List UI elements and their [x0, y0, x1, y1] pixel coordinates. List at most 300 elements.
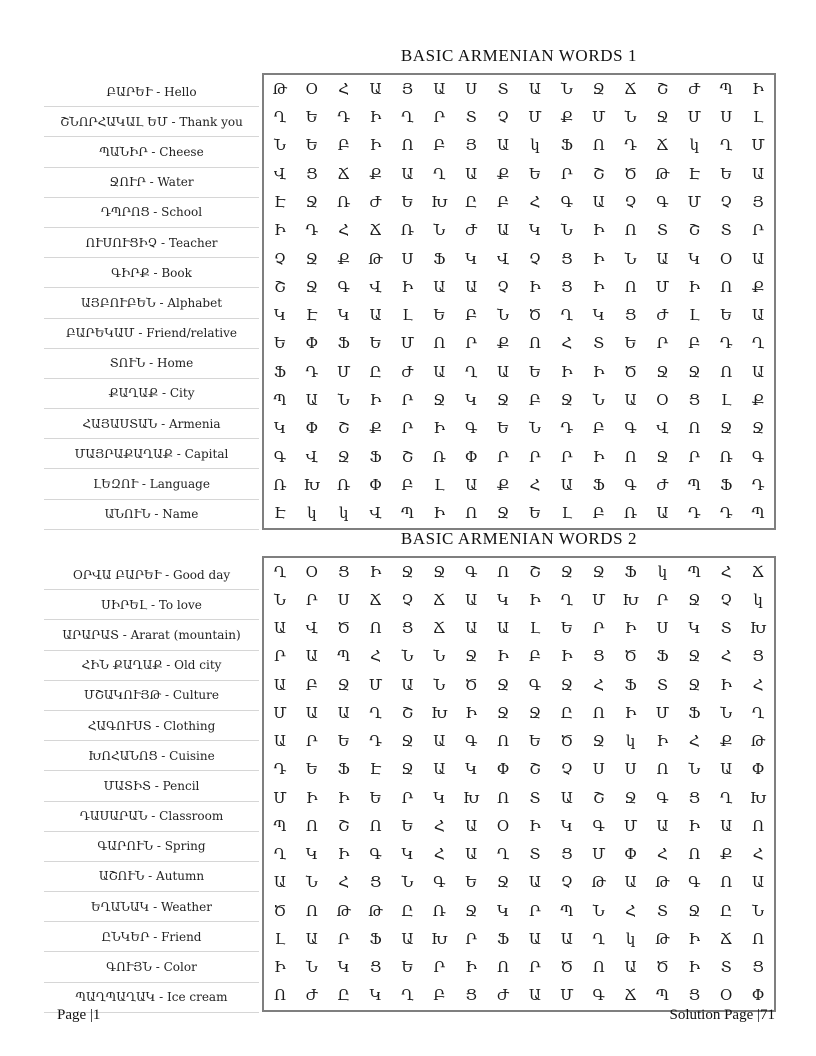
grid-letter: Է	[274, 504, 286, 523]
grid-letter: Ր	[752, 221, 764, 240]
grid-letter: Ճ	[751, 562, 765, 581]
grid-letter: Ն	[433, 675, 446, 694]
grid-letter: Ո	[752, 929, 765, 948]
grid-letter: Ր	[529, 958, 541, 977]
grid-letter: Ի	[688, 958, 701, 977]
grid-letter: Ղ	[560, 306, 574, 325]
grid-letter: Խ	[431, 703, 448, 722]
grid-letter: Գ	[433, 873, 446, 892]
grid-letter: Ե	[497, 419, 510, 438]
grid-letter: կ	[307, 504, 317, 523]
grid-letter: Օ	[305, 562, 319, 581]
grid-letter: Ի	[369, 107, 382, 126]
grid-letter: Ց	[561, 249, 573, 268]
grid-letter: Վ	[273, 164, 286, 183]
grid-letter: Չ	[497, 277, 510, 296]
grid-letter: Ծ	[624, 362, 637, 381]
grid-letter: Ֆ	[369, 447, 382, 466]
grid-letter: Ղ	[592, 929, 605, 948]
grid-letter: Բ	[465, 306, 478, 325]
grid-letter: Հ	[433, 845, 445, 864]
letter-grid	[262, 556, 776, 1012]
grid-letter: Ի	[592, 249, 605, 268]
grid-letter: Ր	[465, 929, 477, 948]
grid-letter: Ջ	[688, 647, 701, 666]
grid-letter: Ա	[496, 221, 510, 240]
grid-letter: Դ	[305, 362, 319, 381]
grid-letter: Շ	[338, 816, 350, 835]
grid-letter: Ե	[528, 164, 541, 183]
grid-letter: Ս	[656, 619, 669, 638]
grid-letter: Հ	[593, 675, 605, 694]
grid-letter: Ե	[528, 362, 541, 381]
grid-letter: կ	[689, 136, 700, 155]
grid-letter: Ի	[592, 362, 605, 381]
grid-letter: Ն	[752, 901, 765, 920]
grid-letter: Ն	[624, 107, 637, 126]
grid-letter: Է	[274, 192, 286, 211]
grid-letter: Չ	[624, 192, 637, 211]
grid-letter: Ջ	[496, 873, 510, 892]
grid-letter: Ա	[656, 249, 669, 268]
grid-letter: Կ	[273, 306, 286, 325]
grid-letter: Ջ	[337, 447, 350, 466]
grid-letter: Ց	[752, 647, 764, 666]
grid-letter: Պ	[751, 504, 765, 523]
grid-letter: Գ	[337, 277, 350, 296]
grid-letter: Հ	[720, 647, 732, 666]
word-list-item: ՄԱՅՐԱՔԱՂԱՔ - Capital	[44, 439, 259, 469]
grid-letter: Չ	[560, 760, 573, 779]
grid-letter: Լ	[529, 619, 541, 638]
grid-letter: Ա	[624, 391, 637, 410]
grid-letter: Տ	[529, 788, 541, 807]
grid-letter: Տ	[656, 901, 668, 920]
grid-letter: Բ	[337, 136, 350, 155]
grid-letter: Մ	[591, 590, 606, 609]
grid-letter: Ը	[560, 703, 573, 722]
grid-letter: Ֆ	[720, 476, 733, 495]
grid-letter: Դ	[369, 732, 382, 751]
grid-letter: Ջ	[560, 675, 574, 694]
word-list-item: ԱՅԲՈՒԲԵՆ - Alphabet	[44, 288, 259, 318]
grid-letter: Շ	[338, 419, 350, 438]
grid-letter: Փ	[464, 447, 478, 466]
grid-letter: Ա	[305, 391, 318, 410]
grid-letter: Տ	[497, 79, 509, 98]
grid-letter: Ք	[719, 732, 733, 751]
grid-letter: Մ	[751, 136, 765, 155]
grid-letter: Ղ	[719, 788, 733, 807]
grid-letter: Ա	[465, 619, 478, 638]
grid-letter: Ծ	[624, 164, 637, 183]
grid-letter: Չ	[528, 249, 541, 268]
grid-letter: Վ	[305, 619, 318, 638]
grid-letter: Ա	[305, 647, 318, 666]
grid-letter: Օ	[719, 249, 733, 268]
grid-letter: Դ	[273, 760, 287, 779]
grid-letter: Հ	[433, 816, 445, 835]
word-list-item: ՀԱՅԱՍՏԱՆ - Armenia	[44, 409, 259, 439]
grid-letter: Խ	[749, 788, 767, 807]
grid-letter: Լ	[434, 476, 445, 495]
grid-letter: Ռ	[432, 901, 446, 920]
grid-letter: Շ	[593, 164, 605, 183]
grid-letter: Ծ	[656, 958, 669, 977]
word-list-item: ՊԱՂՊԱՂԱԿ - Ice cream	[44, 983, 259, 1013]
grid-letter: Պ	[687, 476, 701, 495]
grid-letter: Ը	[369, 362, 382, 381]
grid-letter: Ծ	[464, 675, 478, 694]
grid-letter: Պ	[273, 816, 287, 835]
grid-letter: Ա	[369, 79, 382, 98]
grid-letter: Գ	[464, 732, 478, 751]
word-list-item: ԵՂԱՆԱԿ - Weather	[44, 892, 259, 922]
grid-letter: Ք	[369, 164, 382, 183]
grid-letter: Ի	[752, 79, 764, 98]
grid-letter: Ր	[306, 590, 318, 609]
grid-letter: Ջ	[496, 504, 510, 523]
grid-letter: Է	[306, 306, 318, 325]
grid-letter: Ղ	[401, 107, 414, 126]
grid-letter: Ե	[720, 306, 733, 325]
grid-letter: Ճ	[624, 986, 637, 1005]
grid-letter: Ը	[401, 901, 414, 920]
grid-letter: Ա	[273, 732, 287, 751]
grid-letter: Ր	[433, 958, 446, 977]
grid-letter: Փ	[369, 476, 382, 495]
grid-letter: Ս	[401, 249, 414, 268]
grid-letter: Ն	[433, 221, 446, 240]
grid-letter: Ի	[274, 958, 286, 977]
grid-letter: Ղ	[369, 703, 382, 722]
grid-letter: Դ	[719, 504, 733, 523]
grid-letter: Բ	[496, 192, 510, 211]
grid-letter: Ի	[369, 391, 382, 410]
grid-letter: Ի	[720, 675, 732, 694]
grid-letter: Ֆ	[560, 136, 573, 155]
grid-letter: Փ	[496, 760, 510, 779]
grid-letter: Փ	[751, 760, 765, 779]
grid-letter: Ա	[305, 929, 318, 948]
grid-letter: Բ	[592, 419, 605, 438]
grid-letter: Օ	[496, 816, 510, 835]
grid-letter: Ղ	[719, 136, 733, 155]
grid-letter: Ա	[560, 929, 573, 948]
grid-letter: Կ	[688, 249, 701, 268]
grid-letter: Ո	[688, 419, 701, 438]
grid-letter: Ք	[751, 391, 765, 410]
grid-letter: Կ	[465, 249, 478, 268]
grid-letter: Ե	[401, 816, 414, 835]
grid-letter: Մ	[560, 986, 574, 1005]
grid-letter: Ջ	[528, 703, 542, 722]
grid-letter: Ա	[528, 929, 542, 948]
grid-letter: Ռ	[623, 504, 638, 523]
grid-letter: Ի	[688, 277, 701, 296]
grid-letter: Ց	[561, 277, 573, 296]
grid-letter: Դ	[337, 107, 351, 126]
grid-letter: Ֆ	[624, 562, 637, 581]
grid-letter: Ա	[465, 590, 478, 609]
grid-letter: Գ	[528, 675, 542, 694]
grid-letter: Է	[369, 760, 382, 779]
grid-letter: Տ	[656, 221, 668, 240]
grid-letter: Ջ	[688, 901, 701, 920]
grid-letter: Ո	[369, 816, 382, 835]
grid-letter: Կ	[305, 845, 318, 864]
solution-page-ref: Solution Page |71	[669, 1007, 775, 1023]
grid-letter: Ա	[496, 362, 510, 381]
grid-letter: Ֆ	[337, 334, 350, 353]
grid-letter: Ո	[656, 760, 669, 779]
grid-letter: Ա	[496, 619, 510, 638]
grid-letter: Ո	[592, 136, 605, 155]
grid-letter: Ո	[592, 703, 605, 722]
grid-letter: Ո	[497, 562, 510, 581]
puzzle-title: BASIC ARMENIAN WORDS 1	[400, 46, 638, 65]
grid-letter: Ր	[561, 447, 573, 466]
grid-letter: Ք	[496, 164, 510, 183]
grid-letter: Տ	[720, 958, 732, 977]
grid-letter: Ա	[337, 703, 350, 722]
grid-letter: Է	[688, 164, 701, 183]
grid-letter: Կ	[433, 788, 446, 807]
grid-letter: Ա	[465, 277, 478, 296]
grid-letter: Ս	[465, 79, 478, 98]
grid-letter: Ն	[401, 647, 414, 666]
grid-letter: Ր	[465, 334, 477, 353]
grid-letter: Ծ	[528, 306, 542, 325]
grid-letter: Ն	[528, 419, 541, 438]
word-list-item: ԲԱՐԵԿԱՄ - Friend/relative	[44, 319, 259, 349]
grid-letter: Ո	[624, 447, 637, 466]
grid-letter: Փ	[305, 334, 319, 353]
grid-letter: Կ	[592, 306, 605, 325]
grid-letter: Ղ	[560, 590, 574, 609]
grid-letter: Ջ	[433, 391, 446, 410]
grid-letter: Ո	[720, 277, 733, 296]
grid-letter: Գ	[273, 447, 287, 466]
grid-letter: Ե	[369, 334, 382, 353]
grid-letter: Վ	[369, 277, 382, 296]
grid-letter: Կ	[688, 619, 701, 638]
grid-letter: Մ	[368, 675, 383, 694]
word-list-item: ԽՈՀԱՆՈՑ - Cuisine	[44, 741, 259, 771]
word-list-item: ԱՆՈՒՆ - Name	[44, 500, 259, 530]
grid-letter: Ճ	[369, 221, 382, 240]
grid-letter: Ի	[337, 845, 350, 864]
grid-letter: Կ	[401, 845, 414, 864]
grid-letter: Ի	[433, 419, 446, 438]
word-list	[44, 560, 259, 1013]
grid-letter: Ջ	[464, 647, 478, 666]
grid-letter: կ	[753, 590, 763, 609]
grid-letter: Օ	[719, 986, 733, 1005]
grid-letter: Դ	[624, 136, 637, 155]
grid-letter: Ղ	[401, 986, 414, 1005]
grid-letter: Ջ	[719, 419, 733, 438]
word-list-item: ՈՒՍՈՒՑԻՉ - Teacher	[44, 228, 259, 258]
grid-letter: Ո	[528, 334, 541, 353]
grid-letter: Ի	[688, 929, 701, 948]
grid-letter: Պ	[400, 504, 414, 523]
grid-letter: Ո	[720, 362, 733, 381]
grid-letter: Ր	[529, 901, 541, 920]
grid-letter: Ռ	[432, 447, 446, 466]
grid-letter: Ե	[401, 958, 414, 977]
grid-letter: Ն	[624, 249, 637, 268]
grid-letter: Յ	[401, 79, 414, 98]
grid-letter: Բ	[528, 391, 542, 410]
grid-letter: կ	[530, 136, 540, 155]
grid-letter: Ջ	[464, 901, 478, 920]
grid-letter: Ո	[592, 958, 605, 977]
grid-letter: Ծ	[273, 901, 287, 920]
grid-letter: Ց	[465, 986, 477, 1005]
grid-letter: Խ	[431, 929, 448, 948]
grid-letter: Օ	[656, 391, 669, 410]
grid-letter: Ո	[305, 816, 318, 835]
grid-letter: Ե	[305, 107, 318, 126]
grid-letter: Կ	[497, 590, 510, 609]
grid-letter: Ա	[528, 873, 542, 892]
grid-letter: Բ	[688, 334, 701, 353]
word-list-item: ՏՈՒՆ - Home	[44, 349, 259, 379]
grid-letter: Ն	[560, 221, 573, 240]
grid-letter: Ջ	[401, 562, 414, 581]
grid-letter: Պ	[687, 562, 701, 581]
grid-letter: Ք	[337, 249, 351, 268]
grid-letter: Գ	[656, 788, 669, 807]
grid-letter: Ե	[560, 619, 573, 638]
grid-letter: Ո	[752, 816, 765, 835]
grid-letter: Գ	[624, 419, 637, 438]
grid-letter: Մ	[687, 192, 702, 211]
grid-letter: Թ	[655, 873, 670, 892]
grid-letter: Ժ	[369, 192, 382, 211]
grid-letter: Հ	[561, 334, 573, 353]
grid-letter: Ս	[624, 760, 637, 779]
grid-letter: Ա	[465, 164, 478, 183]
grid-letter: Վ	[369, 504, 382, 523]
grid-letter: Ո	[624, 277, 637, 296]
grid-letter: Մ	[687, 107, 702, 126]
grid-letter: Հ	[752, 845, 764, 864]
grid-letter: Թ	[750, 732, 766, 751]
grid-letter: Ջ	[592, 562, 605, 581]
grid-letter: Ա	[720, 816, 733, 835]
grid-letter: Ռ	[719, 447, 733, 466]
grid-letter: Ն	[497, 306, 510, 325]
grid-letter: Ղ	[433, 164, 446, 183]
grid-letter: Ճ	[432, 590, 446, 609]
grid-letter: Դ	[560, 419, 574, 438]
word-list-item: ԳՈՒՅՆ - Color	[44, 952, 259, 982]
grid-letter: Ղ	[751, 703, 765, 722]
grid-letter: Ա	[560, 788, 573, 807]
grid-letter: Ո	[720, 873, 733, 892]
grid-letter: Ջ	[688, 675, 701, 694]
grid-letter: Յ	[752, 192, 764, 211]
grid-letter: Ա	[273, 619, 287, 638]
grid-letter: Ն	[592, 391, 605, 410]
grid-letter: Վ	[305, 447, 318, 466]
grid-letter: Ի	[624, 703, 637, 722]
grid-letter: Ա	[656, 504, 669, 523]
grid-letter: Չ	[560, 873, 573, 892]
grid-letter: Ր	[656, 590, 669, 609]
grid-letter: Ե	[369, 788, 382, 807]
grid-letter: Ք	[560, 107, 574, 126]
grid-letter: Շ	[401, 703, 414, 722]
grid-letter: Ա	[656, 816, 669, 835]
grid-letter: Ա	[720, 760, 733, 779]
grid-letter: Ֆ	[496, 929, 510, 948]
grid-letter: Բ	[433, 136, 446, 155]
grid-letter: Ա	[528, 986, 542, 1005]
grid-letter: Բ	[433, 986, 446, 1005]
grid-letter: Գ	[369, 845, 382, 864]
word-list-item: ՄԱՏԻՏ - Pencil	[44, 771, 259, 801]
grid-letter: Շ	[274, 277, 286, 296]
grid-letter: Ջ	[337, 675, 350, 694]
grid-letter: Ո	[433, 334, 446, 353]
grid-letter: Թ	[272, 79, 288, 98]
grid-letter: Ր	[497, 447, 509, 466]
grid-letter: Ի	[433, 504, 446, 523]
grid-letter: Թ	[591, 873, 606, 892]
grid-letter: Լ	[752, 107, 764, 126]
grid-letter: Ֆ	[369, 929, 382, 948]
grid-letter: Կ	[337, 306, 350, 325]
grid-letter: Ա	[433, 732, 446, 751]
grid-letter: Հ	[625, 901, 636, 920]
grid-letter: Ք	[496, 334, 510, 353]
grid-letter: Գ	[464, 562, 478, 581]
grid-letter: Ֆ	[273, 362, 287, 381]
grid-letter: Ջ	[401, 760, 414, 779]
grid-letter: Մ	[273, 703, 287, 722]
grid-letter: Ր	[306, 732, 318, 751]
grid-letter: Գ	[751, 447, 765, 466]
word-list-item: ՊԱՆԻՐ - Cheese	[44, 137, 259, 167]
grid-letter: Ի	[561, 647, 573, 666]
grid-letter: Ժ	[656, 306, 669, 325]
grid-letter: Ի	[624, 619, 637, 638]
grid-letter: Ե	[401, 192, 414, 211]
grid-letter: Ղ	[751, 334, 765, 353]
grid-letter: Ի	[656, 732, 669, 751]
grid-letter: Ն	[337, 391, 350, 410]
grid-letter: Ջ	[656, 362, 669, 381]
grid-letter: Ծ	[337, 619, 351, 638]
grid-letter: Հ	[688, 732, 700, 751]
grid-letter: կ	[338, 504, 349, 523]
grid-letter: Ա	[465, 476, 478, 495]
grid-letter: Շ	[593, 788, 605, 807]
grid-letter: Ի	[592, 447, 605, 466]
grid-letter: Կ	[465, 760, 478, 779]
word-list-item: ՀԱԳՈՒՍՏ - Clothing	[44, 711, 259, 741]
grid-letter: Ե	[624, 334, 637, 353]
grid-letter: Ա	[433, 79, 446, 98]
grid-letter: Գ	[656, 192, 669, 211]
grid-letter: Ր	[529, 447, 541, 466]
grid-letter: Ա	[751, 306, 765, 325]
grid-letter: Ր	[401, 419, 414, 438]
grid-letter: Ղ	[464, 362, 478, 381]
